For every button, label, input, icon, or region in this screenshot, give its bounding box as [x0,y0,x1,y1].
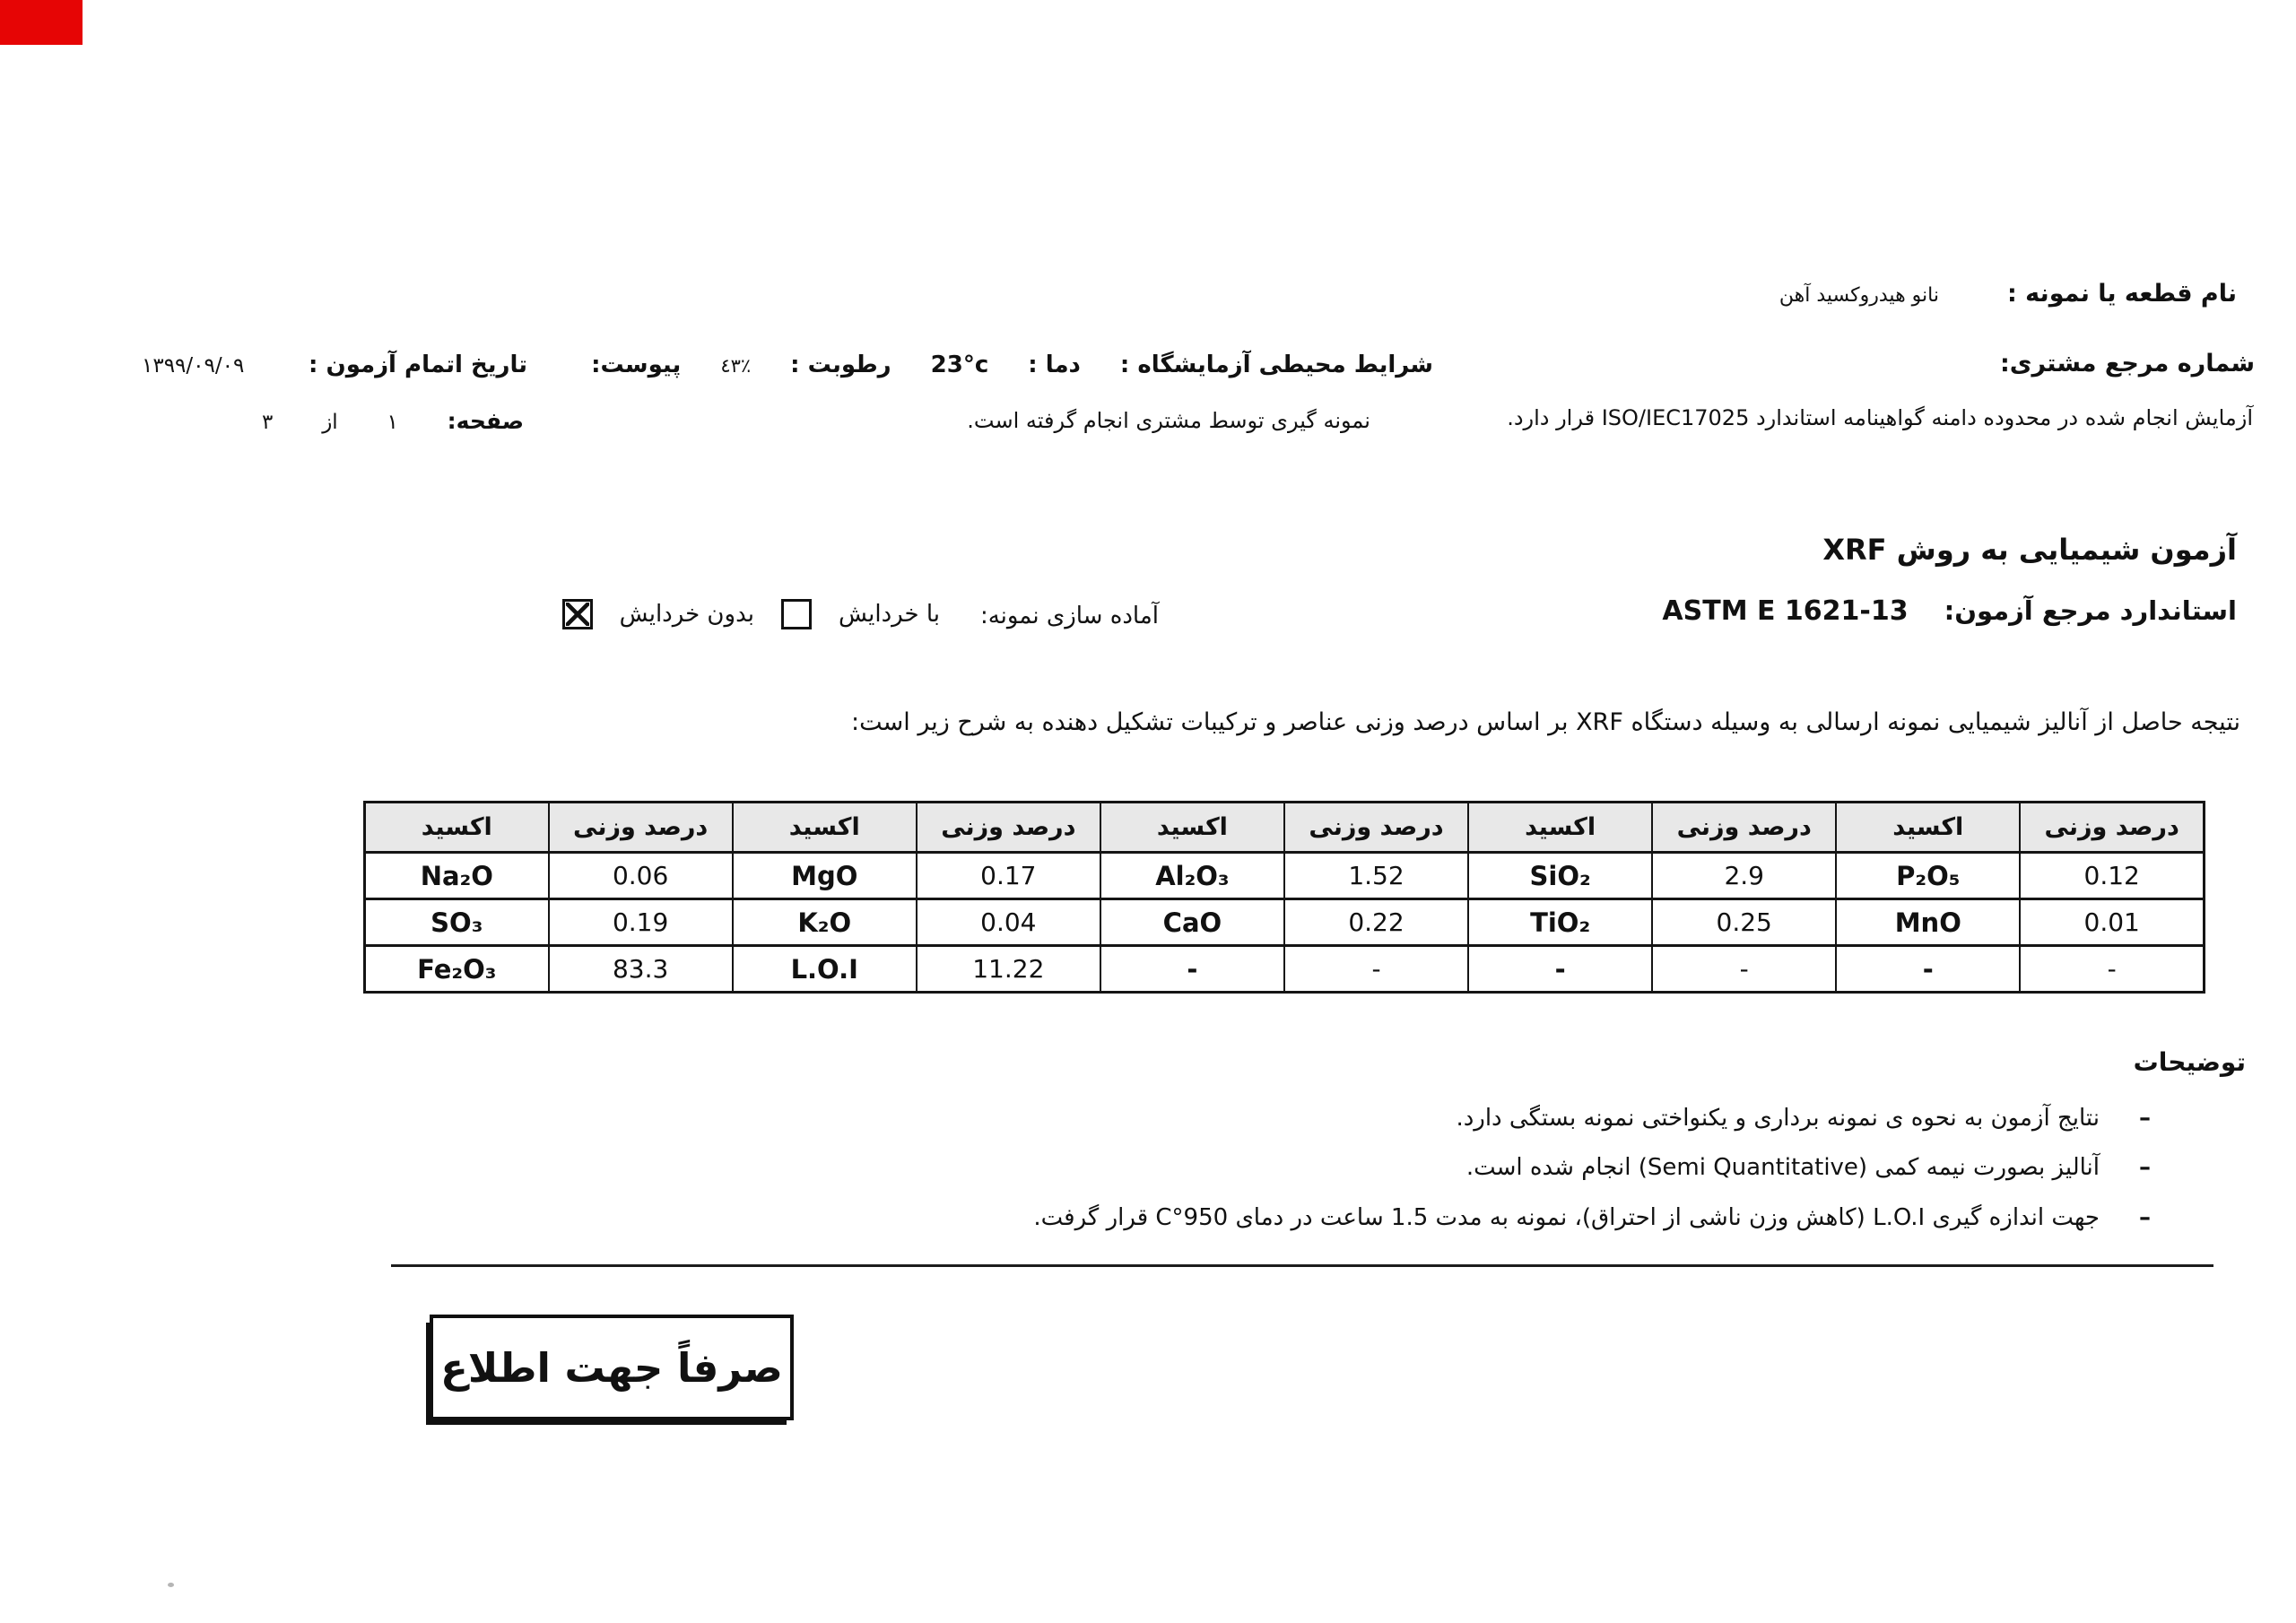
oxide-value: 0.04 [917,899,1100,946]
with-crushing-checkbox-unchecked[interactable] [781,599,812,629]
oxide-value: - [2020,946,2204,993]
note-item [1466,1154,2151,1181]
page-total: ٣ [262,411,274,434]
oxide-name: K₂O [733,899,917,946]
col-header-weight-percent: درصد وزنی [917,803,1100,853]
notes-title: توضیحات [2133,1047,2246,1077]
table-row [365,946,2205,993]
oxide-name: MnO [1836,899,2020,946]
table-row [365,899,2205,946]
bullet-dash: – [2139,1105,2151,1132]
col-header-oxide: اکسید [1468,803,1652,853]
table-row [365,853,2205,899]
temperature-value: 23°c [930,352,989,378]
table-header-row [365,803,2205,853]
note-text: نتایج آزمون به نحوه ی نمونه برداری و یکنواختی نمونه بستگی دارد. [1456,1105,2100,1132]
temperature-label: دما : [1028,352,1081,378]
oxide-name: MgO [733,853,917,899]
sample-name-row [1779,280,2237,308]
sample-prep-options [562,599,940,629]
oxide-value: 11.22 [917,946,1100,993]
scan-artifact-dot [168,1583,174,1587]
stamp-text: صرفاً جهت اطلاع [440,1343,783,1392]
test-end-date-label: تاریخ اتمام آزمون : [309,352,527,378]
oxide-value: 0.17 [917,853,1100,899]
note-text: آنالیز بصورت نیمه کمی (Semi Quantitative) انجام شده است. [1465,1154,2100,1181]
sample-name-label: نام قطعه یا نمونه : [2006,280,2237,308]
separator-line [391,1264,2213,1267]
iso-scope-note: آزمایش انجام شده در محدوده دامنه گواهینامه استاندارد ISO/IEC17025 قرار دارد. [1507,405,2253,430]
oxide-value: 1.52 [1284,853,1468,899]
without-crushing-checkbox-checked[interactable] [562,599,593,629]
oxide-name: SiO₂ [1468,853,1652,899]
oxide-name: L.O.I [733,946,917,993]
humidity-value: ٤٣٪ [720,355,752,377]
sample-prep-label: آماده سازی نمونه: [979,603,1159,629]
page-number-row [262,408,524,434]
info-only-stamp [430,1315,794,1420]
oxide-name: - [1100,946,1284,993]
page-label: صفحه: [447,408,524,434]
customer-ref-label: شماره مرجع مشتری: [1999,350,2255,378]
oxide-value: 0.19 [549,899,733,946]
standard-label: استاندارد مرجع آزمون: [1944,595,2237,626]
oxide-name: Al₂O₃ [1100,853,1284,899]
col-header-oxide: اکسید [733,803,917,853]
oxide-value: - [1284,946,1468,993]
env-conditions-label: شرایط محیطی آزمایشگاه : [1119,352,1433,378]
oxide-name: Na₂O [365,853,549,899]
lab-conditions-row [591,352,1433,378]
col-header-weight-percent: درصد وزنی [549,803,733,853]
bullet-dash: – [2139,1154,2151,1181]
col-header-weight-percent: درصد وزنی [1284,803,1468,853]
xrf-results-table [363,801,2205,994]
oxide-name: TiO₂ [1468,899,1652,946]
col-header-oxide: اکسید [1836,803,2020,853]
page-of-word: از [322,411,338,434]
standard-row [1662,595,2237,627]
oxide-name: SO₃ [365,899,549,946]
standard-value: ASTM E 1621-13 [1662,595,1909,627]
oxide-value: 0.22 [1284,899,1468,946]
note-item [1456,1105,2151,1132]
oxide-value: 0.25 [1652,899,1836,946]
col-header-weight-percent: درصد وزنی [1652,803,1836,853]
note-item [1033,1204,2151,1231]
page-number: ١ [387,411,398,434]
oxide-value: 83.3 [549,946,733,993]
oxide-value: 0.01 [2020,899,2204,946]
oxide-value: 2.9 [1652,853,1836,899]
test-end-date-row [142,352,527,378]
oxide-name: P₂O₅ [1836,853,2020,899]
oxide-name: Fe₂O₃ [365,946,549,993]
col-header-oxide: اکسید [1100,803,1284,853]
oxide-name: CaO [1100,899,1284,946]
sampling-note: نمونه گیری توسط مشتری انجام گرفته است. [967,408,1370,433]
prep-with-crushing-label: با خردایش [838,601,940,628]
prep-without-crushing-label: بدون خردایش [619,601,754,628]
oxide-value: 0.12 [2020,853,2204,899]
results-intro-text: نتیجه حاصل از آنالیز شیمیایی نمونه ارسالی به وسیله دستگاه XRF بر اساس درصد وزنی عناصر و ترکیبات تشکیل دهنده به شرح زیر است: [851,708,2240,736]
test-title: آزمون شیمیایی به روش XRF [1822,533,2237,567]
sample-name-value: نانو هیدروکسید آهن [1779,284,1939,307]
oxide-value: 0.06 [549,853,733,899]
oxide-value: - [1652,946,1836,993]
col-header-oxide: اکسید [365,803,549,853]
humidity-label: رطوبت : [790,352,891,378]
red-corner-mark [0,0,83,45]
attachment-label: پیوست: [591,352,682,378]
note-text: جهت اندازه گیری L.O.I (کاهش وزن ناشی از احتراق)، نمونه به مدت 1.5 ساعت در دمای 950°C قرار گرفت. [1033,1204,2100,1231]
bullet-dash: – [2139,1204,2151,1231]
oxide-name: - [1468,946,1652,993]
test-end-date-value: ١٣٩٩/٠٩/٠٩ [142,354,245,378]
oxide-name: - [1836,946,2020,993]
col-header-weight-percent: درصد وزنی [2020,803,2204,853]
